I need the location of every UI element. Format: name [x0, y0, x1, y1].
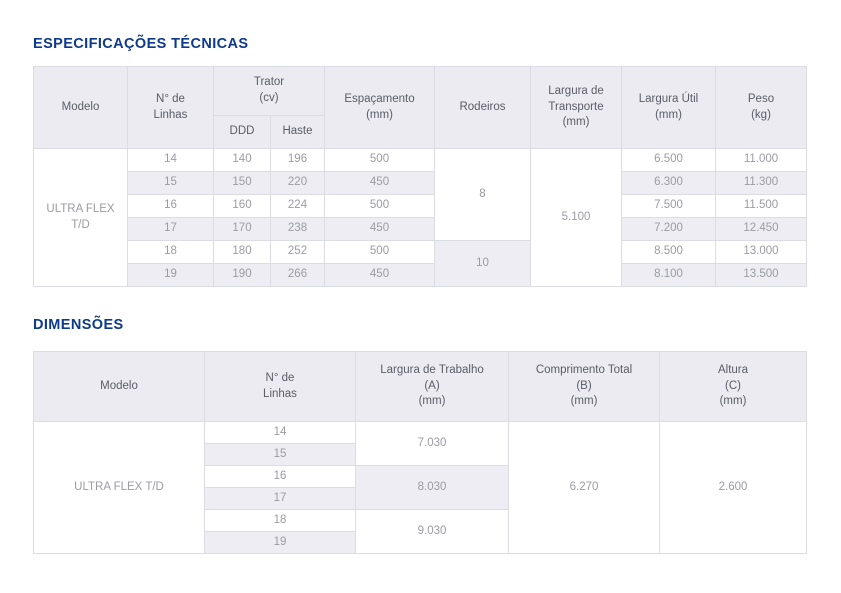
cell-largura-transporte: 5.100 — [531, 149, 622, 287]
specs-table-header — [34, 67, 807, 149]
cell-largura-trabalho: 7.030 — [356, 422, 509, 466]
dimensions-table — [33, 351, 807, 554]
cell-espacamento: 450 — [325, 218, 435, 241]
cell-linhas: 16 — [205, 466, 356, 488]
cell-linhas: 14 — [128, 149, 214, 172]
table-row — [34, 172, 807, 195]
column-header-modelo: Modelo — [34, 67, 128, 149]
cell-peso: 11.300 — [716, 172, 807, 195]
cell-haste: 224 — [271, 195, 325, 218]
cell-haste: 238 — [271, 218, 325, 241]
cell-modelo: ULTRA FLEX T/D — [34, 149, 128, 287]
cell-largura-trabalho: 8.030 — [356, 466, 509, 510]
cell-largura-util: 7.500 — [622, 195, 716, 218]
specs-section-title: ESPECIFICAÇÕES TÉCNICAS — [33, 36, 249, 52]
cell-rodeiros-10: 10 — [435, 241, 531, 287]
cell-comprimento-total: 6.270 — [509, 422, 660, 554]
column-header-modelo: Modelo — [34, 352, 205, 422]
column-header-trator: Trator (cv) — [214, 67, 325, 116]
cell-peso: 12.450 — [716, 218, 807, 241]
cell-largura-util: 6.300 — [622, 172, 716, 195]
cell-haste: 266 — [271, 264, 325, 287]
cell-largura-util: 6.500 — [622, 149, 716, 172]
column-header-rodeiros: Rodeiros — [435, 67, 531, 149]
column-header-haste: Haste — [271, 116, 325, 149]
cell-altura: 2.600 — [660, 422, 807, 554]
cell-linhas: 17 — [128, 218, 214, 241]
cell-peso: 13.000 — [716, 241, 807, 264]
column-header-linhas: N° de Linhas — [205, 352, 356, 422]
specs-table — [33, 66, 807, 287]
column-header-largura-util: Largura Útil (mm) — [622, 67, 716, 149]
column-header-largura-transporte: Largura de Transporte (mm) — [531, 67, 622, 149]
column-header-espacamento: Espaçamento (mm) — [325, 67, 435, 149]
cell-ddd: 180 — [214, 241, 271, 264]
cell-espacamento: 450 — [325, 172, 435, 195]
cell-linhas: 15 — [205, 444, 356, 466]
cell-linhas: 19 — [205, 532, 356, 554]
cell-haste: 252 — [271, 241, 325, 264]
column-header-comprimento-total: Comprimento Total (B) (mm) — [509, 352, 660, 422]
table-row — [34, 264, 807, 287]
cell-peso: 13.500 — [716, 264, 807, 287]
cell-ddd: 160 — [214, 195, 271, 218]
cell-ddd: 140 — [214, 149, 271, 172]
cell-peso: 11.500 — [716, 195, 807, 218]
cell-espacamento: 500 — [325, 149, 435, 172]
cell-peso: 11.000 — [716, 149, 807, 172]
cell-espacamento: 500 — [325, 195, 435, 218]
cell-largura-util: 8.500 — [622, 241, 716, 264]
cell-linhas: 16 — [128, 195, 214, 218]
dimensions-section-title: DIMENSÕES — [33, 317, 124, 333]
cell-largura-util: 7.200 — [622, 218, 716, 241]
cell-espacamento: 450 — [325, 264, 435, 287]
cell-modelo: ULTRA FLEX T/D — [34, 422, 205, 554]
cell-espacamento: 500 — [325, 241, 435, 264]
cell-ddd: 150 — [214, 172, 271, 195]
dimensions-table-header — [34, 352, 807, 422]
cell-largura-trabalho: 9.030 — [356, 510, 509, 554]
cell-linhas: 18 — [205, 510, 356, 532]
cell-linhas: 18 — [128, 241, 214, 264]
cell-linhas: 19 — [128, 264, 214, 287]
cell-haste: 196 — [271, 149, 325, 172]
table-row — [34, 195, 807, 218]
column-header-largura-trabalho: Largura de Trabalho (A) (mm) — [356, 352, 509, 422]
table-row — [34, 218, 807, 241]
cell-haste: 220 — [271, 172, 325, 195]
dimensions-table-body — [34, 422, 807, 554]
cell-ddd: 170 — [214, 218, 271, 241]
column-header-ddd: DDD — [214, 116, 271, 149]
table-row — [34, 149, 807, 172]
cell-rodeiros-8: 8 — [435, 149, 531, 241]
table-row — [34, 241, 807, 264]
cell-linhas: 15 — [128, 172, 214, 195]
cell-linhas: 17 — [205, 488, 356, 510]
cell-linhas: 14 — [205, 422, 356, 444]
column-header-peso: Peso (kg) — [716, 67, 807, 149]
specs-table-body — [34, 149, 807, 287]
table-row — [34, 422, 807, 444]
cell-ddd: 190 — [214, 264, 271, 287]
column-header-altura: Altura (C) (mm) — [660, 352, 807, 422]
cell-largura-util: 8.100 — [622, 264, 716, 287]
column-header-linhas: N° de Linhas — [128, 67, 214, 149]
